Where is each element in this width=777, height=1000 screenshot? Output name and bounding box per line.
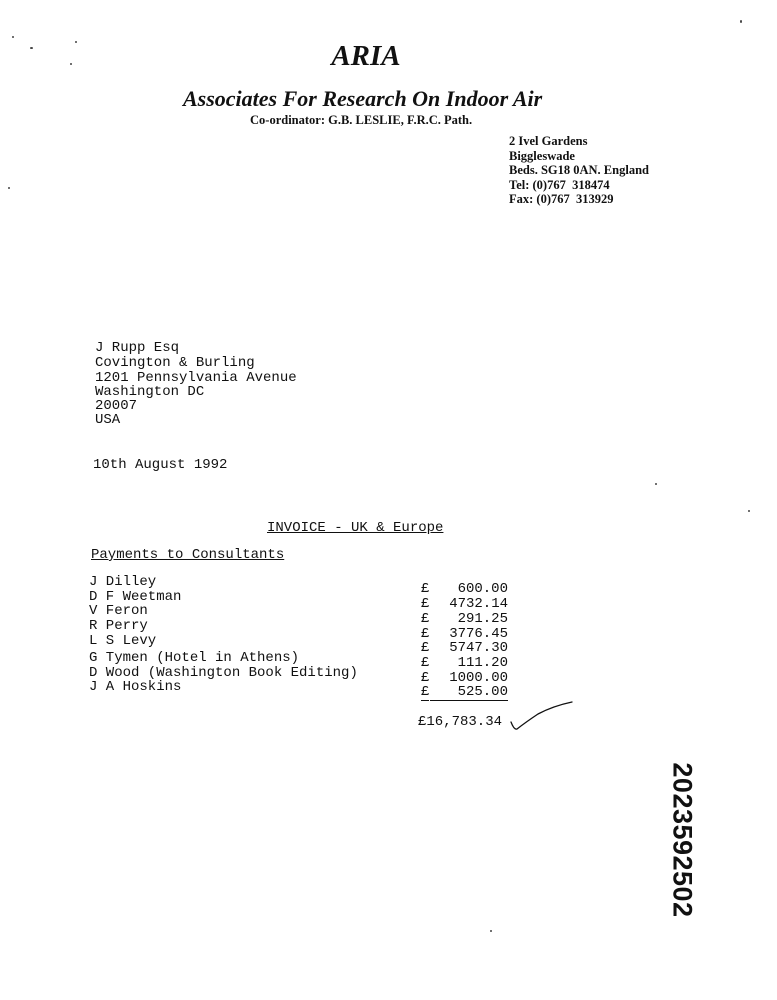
scan-speck [75,41,77,43]
scan-speck [70,63,72,65]
payment-amount: 291.25 [457,611,508,627]
currency-symbol: £ [421,655,430,671]
scan-speck [12,36,14,38]
section-heading: Payments to Consultants [91,547,285,563]
currency-symbol: £ [421,684,430,700]
recipient-line: Covington & Burling [95,355,255,371]
payment-amount: 600.00 [457,581,508,597]
recipient-line: USA [95,412,121,428]
scan-speck [8,187,10,189]
payment-amount: 111.20 [457,655,508,671]
consultant-name: D Wood (Washington Book Editing) [89,665,358,681]
scan-speck [30,47,33,49]
recipient-line: 1201 Pennsylvania Avenue [95,370,297,386]
consultant-name: D F Weetman [89,589,182,605]
document-number: 2023592502 [667,762,698,918]
payment-amount: 1000.00 [449,670,508,686]
address-line: Biggleswade [509,149,575,163]
scan-speck [490,930,492,932]
consultant-name: J Dilley [89,574,157,590]
consultant-name: L S Levy [89,633,157,649]
scan-speck [655,483,657,485]
document-number-stamp [659,762,705,918]
coordinator-line: Co-ordinator: G.B. LESLIE, F.R.C. Path. [250,113,473,127]
recipient-line: Washington DC [95,384,205,400]
currency-symbol: £ [421,581,430,597]
letter-date: 10th August 1992 [93,457,228,473]
recipient-line: J Rupp Esq [95,340,180,356]
payment-amount: 5747.30 [449,640,508,656]
address-line: 2 Ivel Gardens [509,134,588,148]
payment-amount: 3776.45 [449,626,508,642]
currency-symbol: £ [421,670,430,686]
payment-amount: 525.00 [430,684,508,701]
currency-symbol: £ [421,626,430,642]
handwritten-checkmark-icon [508,700,578,736]
recipient-line: 20007 [95,398,138,414]
currency-symbol: £ [421,640,430,656]
fax-line: Fax: (0)767 313929 [509,192,614,206]
consultant-name: G Tymen (Hotel in Athens) [89,650,300,666]
payment-amount: 4732.14 [449,596,508,612]
scan-speck [740,20,742,23]
consultant-name: R Perry [89,618,148,634]
invoice-total: £16,783.34 [418,714,503,730]
consultant-name: V Feron [89,603,148,619]
address-line: Beds. SG18 0AN. England [509,163,649,177]
phone-line: Tel: (0)767 318474 [509,178,610,192]
scan-speck [748,510,750,512]
consultant-name: J A Hoskins [89,679,182,695]
org-subtitle: Associates For Research On Indoor Air [183,86,543,111]
currency-symbol: £ [421,611,430,627]
org-name: ARIA [331,40,401,72]
currency-symbol: £ [421,596,430,612]
invoice-title: INVOICE - UK & Europe [267,520,444,536]
